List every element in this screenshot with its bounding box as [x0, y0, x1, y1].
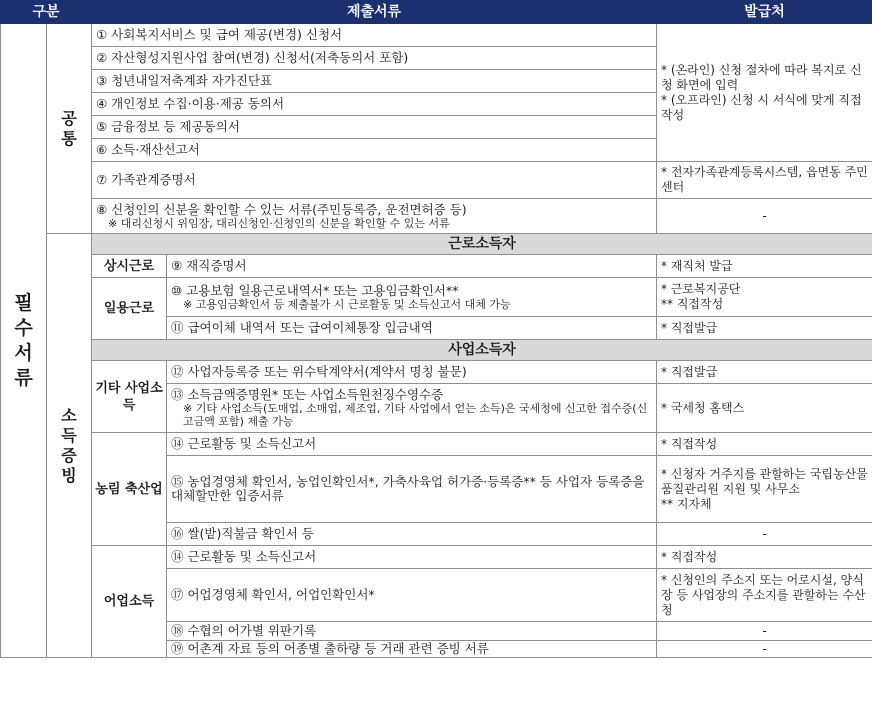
- fishery-doc-1: ⑭ 근로활동 및 소득신고서: [167, 546, 657, 569]
- table-row: [1, 255, 872, 278]
- fishery-doc-3: ⑱ 수협의 어가별 위판기록: [167, 622, 657, 641]
- table-header-row: [1, 1, 872, 24]
- daily-issuer-1: * 근로복지공단 ** 직접작성: [657, 278, 872, 317]
- fishery-issuer-2: * 신청인의 주소지 또는 어로시설, 양식장 등 사업장의 주소지를 관할하는 수산청: [657, 569, 872, 622]
- fishery-doc-2: ⑰ 어업경영체 확인서, 어업인확인서*: [167, 569, 657, 622]
- required-label: 필 수 서 류: [1, 24, 47, 658]
- earned-income-band: 근로소득자: [92, 234, 872, 255]
- table-row: [1, 361, 872, 384]
- regular-issuer: * 재직처 발급: [657, 255, 872, 278]
- common-label: 공 통: [47, 24, 92, 234]
- common-doc-3: ③ 청년내일저축계좌 자가진단표: [92, 70, 657, 93]
- common-issuer-family: * 전자가족관계등록시스템, 읍면동 주민센터: [657, 162, 872, 199]
- farm-issuer-1: * 직접작성: [657, 433, 872, 456]
- farm-doc-1: ⑭ 근로활동 및 소득신고서: [167, 433, 657, 456]
- header-category: 구분: [1, 1, 92, 24]
- fishery-label: 어업소득: [92, 546, 167, 658]
- farm-doc-2: ⑮ 농업경영체 확인서, 농업인확인서*, 가축사육업 허가증·등록증** 등 사업자 등록증을 대체할만한 입증서류: [167, 456, 657, 523]
- daily-doc-1: ⑩ 고용보험 일용근로내역서* 또는 고용임금확인서** ※ 고용임금확인서 등 제출불가 시 근로활동 및 소득신고서 대체 가능: [167, 278, 657, 317]
- fishery-issuer-3: -: [657, 622, 872, 641]
- fishery-issuer-4: -: [657, 641, 872, 658]
- farm-doc-3: ⑯ 쌀(밭)직불금 확인서 등: [167, 523, 657, 546]
- fishery-issuer-1: * 직접작성: [657, 546, 872, 569]
- regular-work-label: 상시근로: [92, 255, 167, 278]
- table-row: [1, 162, 872, 199]
- table-row: [1, 24, 872, 47]
- regular-doc: ⑨ 재직증명서: [167, 255, 657, 278]
- other-issuer-1: * 직접발급: [657, 361, 872, 384]
- other-issuer-2: * 국세청 홈택스: [657, 384, 872, 433]
- table-row: [1, 278, 872, 317]
- daily-issuer-2: * 직접발급: [657, 317, 872, 340]
- common-doc-5: ⑤ 금융정보 등 제공동의서: [92, 116, 657, 139]
- business-income-band: 사업소득자: [92, 340, 872, 361]
- table-row: [1, 234, 872, 255]
- common-doc-6: ⑥ 소득·재산신고서: [92, 139, 657, 162]
- common-doc-4: ④ 개인정보 수집·이용·제공 동의서: [92, 93, 657, 116]
- common-id-doc: ⑧ 신청인의 신분을 확인할 수 있는 서류(주민등록증, 운전면허증 등) ※ 대리신청시 위임장, 대리신청인·신청인의 신분을 확인할 수 있는 서류: [92, 199, 657, 234]
- table-row: [1, 340, 872, 361]
- common-id-issuer: -: [657, 199, 872, 234]
- common-doc-1: ① 사회복지서비스 및 급여 제공(변경) 신청서: [92, 24, 657, 47]
- other-doc-1: ⑫ 사업자등록증 또는 위수탁계약서(계약서 명칭 불문): [167, 361, 657, 384]
- other-business-label: 기타 사업소득: [92, 361, 167, 433]
- farm-label: 농림 축산업: [92, 433, 167, 546]
- fishery-doc-4: ⑲ 어촌계 자료 등의 어종별 출하량 등 거래 관련 증빙 서류: [167, 641, 657, 658]
- header-issuer: 발급처: [657, 1, 872, 24]
- table-row: [1, 433, 872, 456]
- common-doc-7: ⑦ 가족관계증명서: [92, 162, 657, 199]
- daily-doc-2: ⑪ 급여이체 내역서 또는 급여이체통장 입금내역: [167, 317, 657, 340]
- farm-issuer-3: -: [657, 523, 872, 546]
- farm-issuer-2: * 신청자 거주지를 관할하는 국립농산물품질관리원 지원 및 사무소 ** 지자체: [657, 456, 872, 523]
- common-issuer-online: * (온라인) 신청 절차에 따라 복지로 신청 화면에 입력 * (오프라인) 신청 시 서식에 맞게 직접 작성: [657, 24, 872, 162]
- common-doc-2: ② 자산형성지원사업 참여(변경) 신청서(저축동의서 포함): [92, 47, 657, 70]
- header-documents: 제출서류: [92, 1, 657, 24]
- other-doc-2: ⑬ 소득금액증명원* 또는 사업소득원천징수영수증 ※ 기타 사업소득(도매업, 소매업, 제조업, 기타 사업에서 얻는 소득)은 국세청에 신고한 접수증(신고금액 포함) 제출 가능: [167, 384, 657, 433]
- income-label: 소 득 증 빙: [47, 234, 92, 658]
- table-row: [1, 199, 872, 234]
- table-row: [1, 546, 872, 569]
- daily-work-label: 일용근로: [92, 278, 167, 340]
